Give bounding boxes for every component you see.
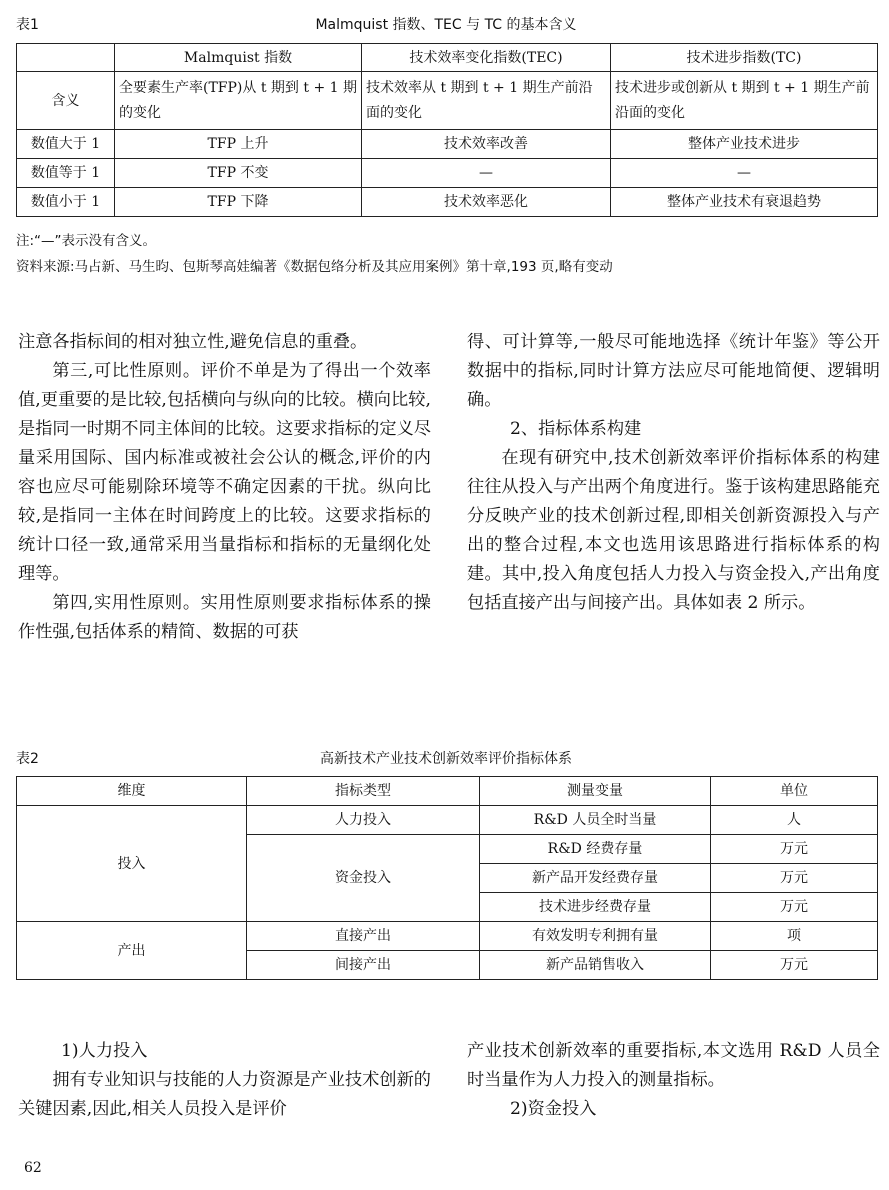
table2: [16, 776, 878, 980]
table2-row: [17, 922, 878, 951]
table2-unit-cell: 项: [711, 922, 878, 951]
table1-cell: TFP 下降: [115, 188, 362, 217]
table1-number: 表1: [16, 17, 39, 33]
table2-variable-cell: R&D 人员全时当量: [480, 806, 711, 835]
table1-cell: TFP 上升: [115, 130, 362, 159]
table1-note: 注:“—”表示没有含义。: [16, 233, 157, 249]
table2-unit-cell: 万元: [711, 835, 878, 864]
table1-caption: [16, 10, 876, 34]
table2-type-cell: 资金投入: [247, 835, 480, 922]
table1-row-label: 数值大于 1: [17, 130, 115, 159]
left-column-2: [18, 1037, 431, 1124]
table2-header-cell: 维度: [17, 777, 247, 806]
table2-variable-cell: 技术进步经费存量: [480, 893, 711, 922]
table2-type-cell: 人力投入: [247, 806, 480, 835]
table1-cell: —: [362, 159, 611, 188]
right-column-2: [467, 1037, 880, 1124]
table1-row-label: 数值等于 1: [17, 159, 115, 188]
table1-cell: 全要素生产率(TFP)从 t 期到 t + 1 期的变化: [115, 72, 362, 130]
table2-variable-cell: 新产品销售收入: [480, 951, 711, 980]
table2-dimension-cell: 产出: [17, 922, 247, 980]
table2-header-cell: 单位: [711, 777, 878, 806]
table2-type-cell: 直接产出: [247, 922, 480, 951]
table1-cell: 技术效率恶化: [362, 188, 611, 217]
table1-row: [17, 159, 878, 188]
table2-caption: [16, 744, 876, 768]
table1-header-cell: Malmquist 指数: [115, 44, 362, 72]
table2-unit-cell: 万元: [711, 951, 878, 980]
section-heading: 1)人力投入: [61, 1041, 148, 1061]
paragraph: 在现有研究中,技术创新效率评价指标体系的构建往往从投入与产出两个角度进行。鉴于该构建思路能充分反映产业的技术创新过程,即相关创新资源投入与产出的整合过程,本文也选用该思路进行指标体系的构建。其中,投入角度包括人力投入与资金投入,产出角度包括直接产出与间接产出。具体如表 2 所示。: [467, 448, 880, 613]
paragraph: 拥有专业知识与技能的人力资源是产业技术创新的关键因素,因此,相关人员投入是评价: [18, 1070, 431, 1119]
paragraph: 产业技术创新效率的重要指标,本文选用 R&D 人员全时当量作为人力投入的测量指标。: [467, 1041, 880, 1090]
table1-header-cell: 技术效率变化指数(TEC): [362, 44, 611, 72]
table1-row-label: 含义: [17, 72, 115, 130]
left-column-1: [18, 328, 431, 647]
table2-variable-cell: 有效发明专利拥有量: [480, 922, 711, 951]
table1-header-cell: [17, 44, 115, 72]
section-heading: 2、指标体系构建: [510, 419, 642, 439]
table1-row: [17, 72, 878, 130]
paragraph: 注意各指标间的相对独立性,避免信息的重叠。: [18, 332, 368, 352]
table1-cell: TFP 不变: [115, 159, 362, 188]
table2-number: 表2: [16, 751, 39, 767]
table2-unit-cell: 万元: [711, 893, 878, 922]
table2-row: [17, 806, 878, 835]
paragraph: 得、可计算等,一般尽可能地选择《统计年鉴》等公开数据中的指标,同时计算方法应尽可能地简便、逻辑明确。: [467, 332, 880, 410]
paragraph: 第四,实用性原则。实用性原则要求指标体系的操作性强,包括体系的精简、数据的可获: [18, 593, 431, 642]
table2-type-cell: 间接产出: [247, 951, 480, 980]
table1-cell: 技术进步或创新从 t 期到 t + 1 期生产前沿面的变化: [611, 72, 878, 130]
table1-cell: 整体产业技术进步: [611, 130, 878, 159]
page-number: 62: [24, 1160, 42, 1176]
table1-header-cell: 技术进步指数(TC): [611, 44, 878, 72]
table2-header-row: [17, 777, 878, 806]
section-heading: 2)资金投入: [510, 1099, 597, 1119]
table2-variable-cell: R&D 经费存量: [480, 835, 711, 864]
table2-unit-cell: 人: [711, 806, 878, 835]
table2-title: 高新技术产业技术创新效率评价指标体系: [320, 751, 572, 767]
paragraph: 第三,可比性原则。评价不单是为了得出一个效率值,更重要的是比较,包括横向与纵向的比较。横向比较,是指同一时期不同主体间的比较。这要求指标的定义尽量采用国际、国内标准或被社会公认的概念,评价的内容也应尽可能剔除环境等不确定因素的干扰。纵向比较,是指同一主体在时间跨度上的比较。这要求指标的统计口径一致,通常采用当量指标和指标的无量纲化处理等。: [18, 361, 431, 584]
table2-header-cell: 指标类型: [247, 777, 480, 806]
table2-header-cell: 测量变量: [480, 777, 711, 806]
table1-row: [17, 130, 878, 159]
table1-header-row: [17, 44, 878, 72]
right-column-1: [467, 328, 880, 618]
table1-cell: —: [611, 159, 878, 188]
table1-cell: 技术效率从 t 期到 t + 1 期生产前沿面的变化: [362, 72, 611, 130]
table1-title: Malmquist 指数、TEC 与 TC 的基本含义: [315, 17, 577, 33]
table1-cell: 技术效率改善: [362, 130, 611, 159]
table1-row: [17, 188, 878, 217]
table2-unit-cell: 万元: [711, 864, 878, 893]
table1-cell: 整体产业技术有衰退趋势: [611, 188, 878, 217]
table2-dimension-cell: 投入: [17, 806, 247, 922]
table1-source: 资料来源:马占新、马生昀、包斯琴高娃编著《数据包络分析及其应用案例》第十章,193 页,略有变动: [16, 259, 613, 275]
table1-row-label: 数值小于 1: [17, 188, 115, 217]
table1: [16, 43, 878, 217]
table2-variable-cell: 新产品开发经费存量: [480, 864, 711, 893]
